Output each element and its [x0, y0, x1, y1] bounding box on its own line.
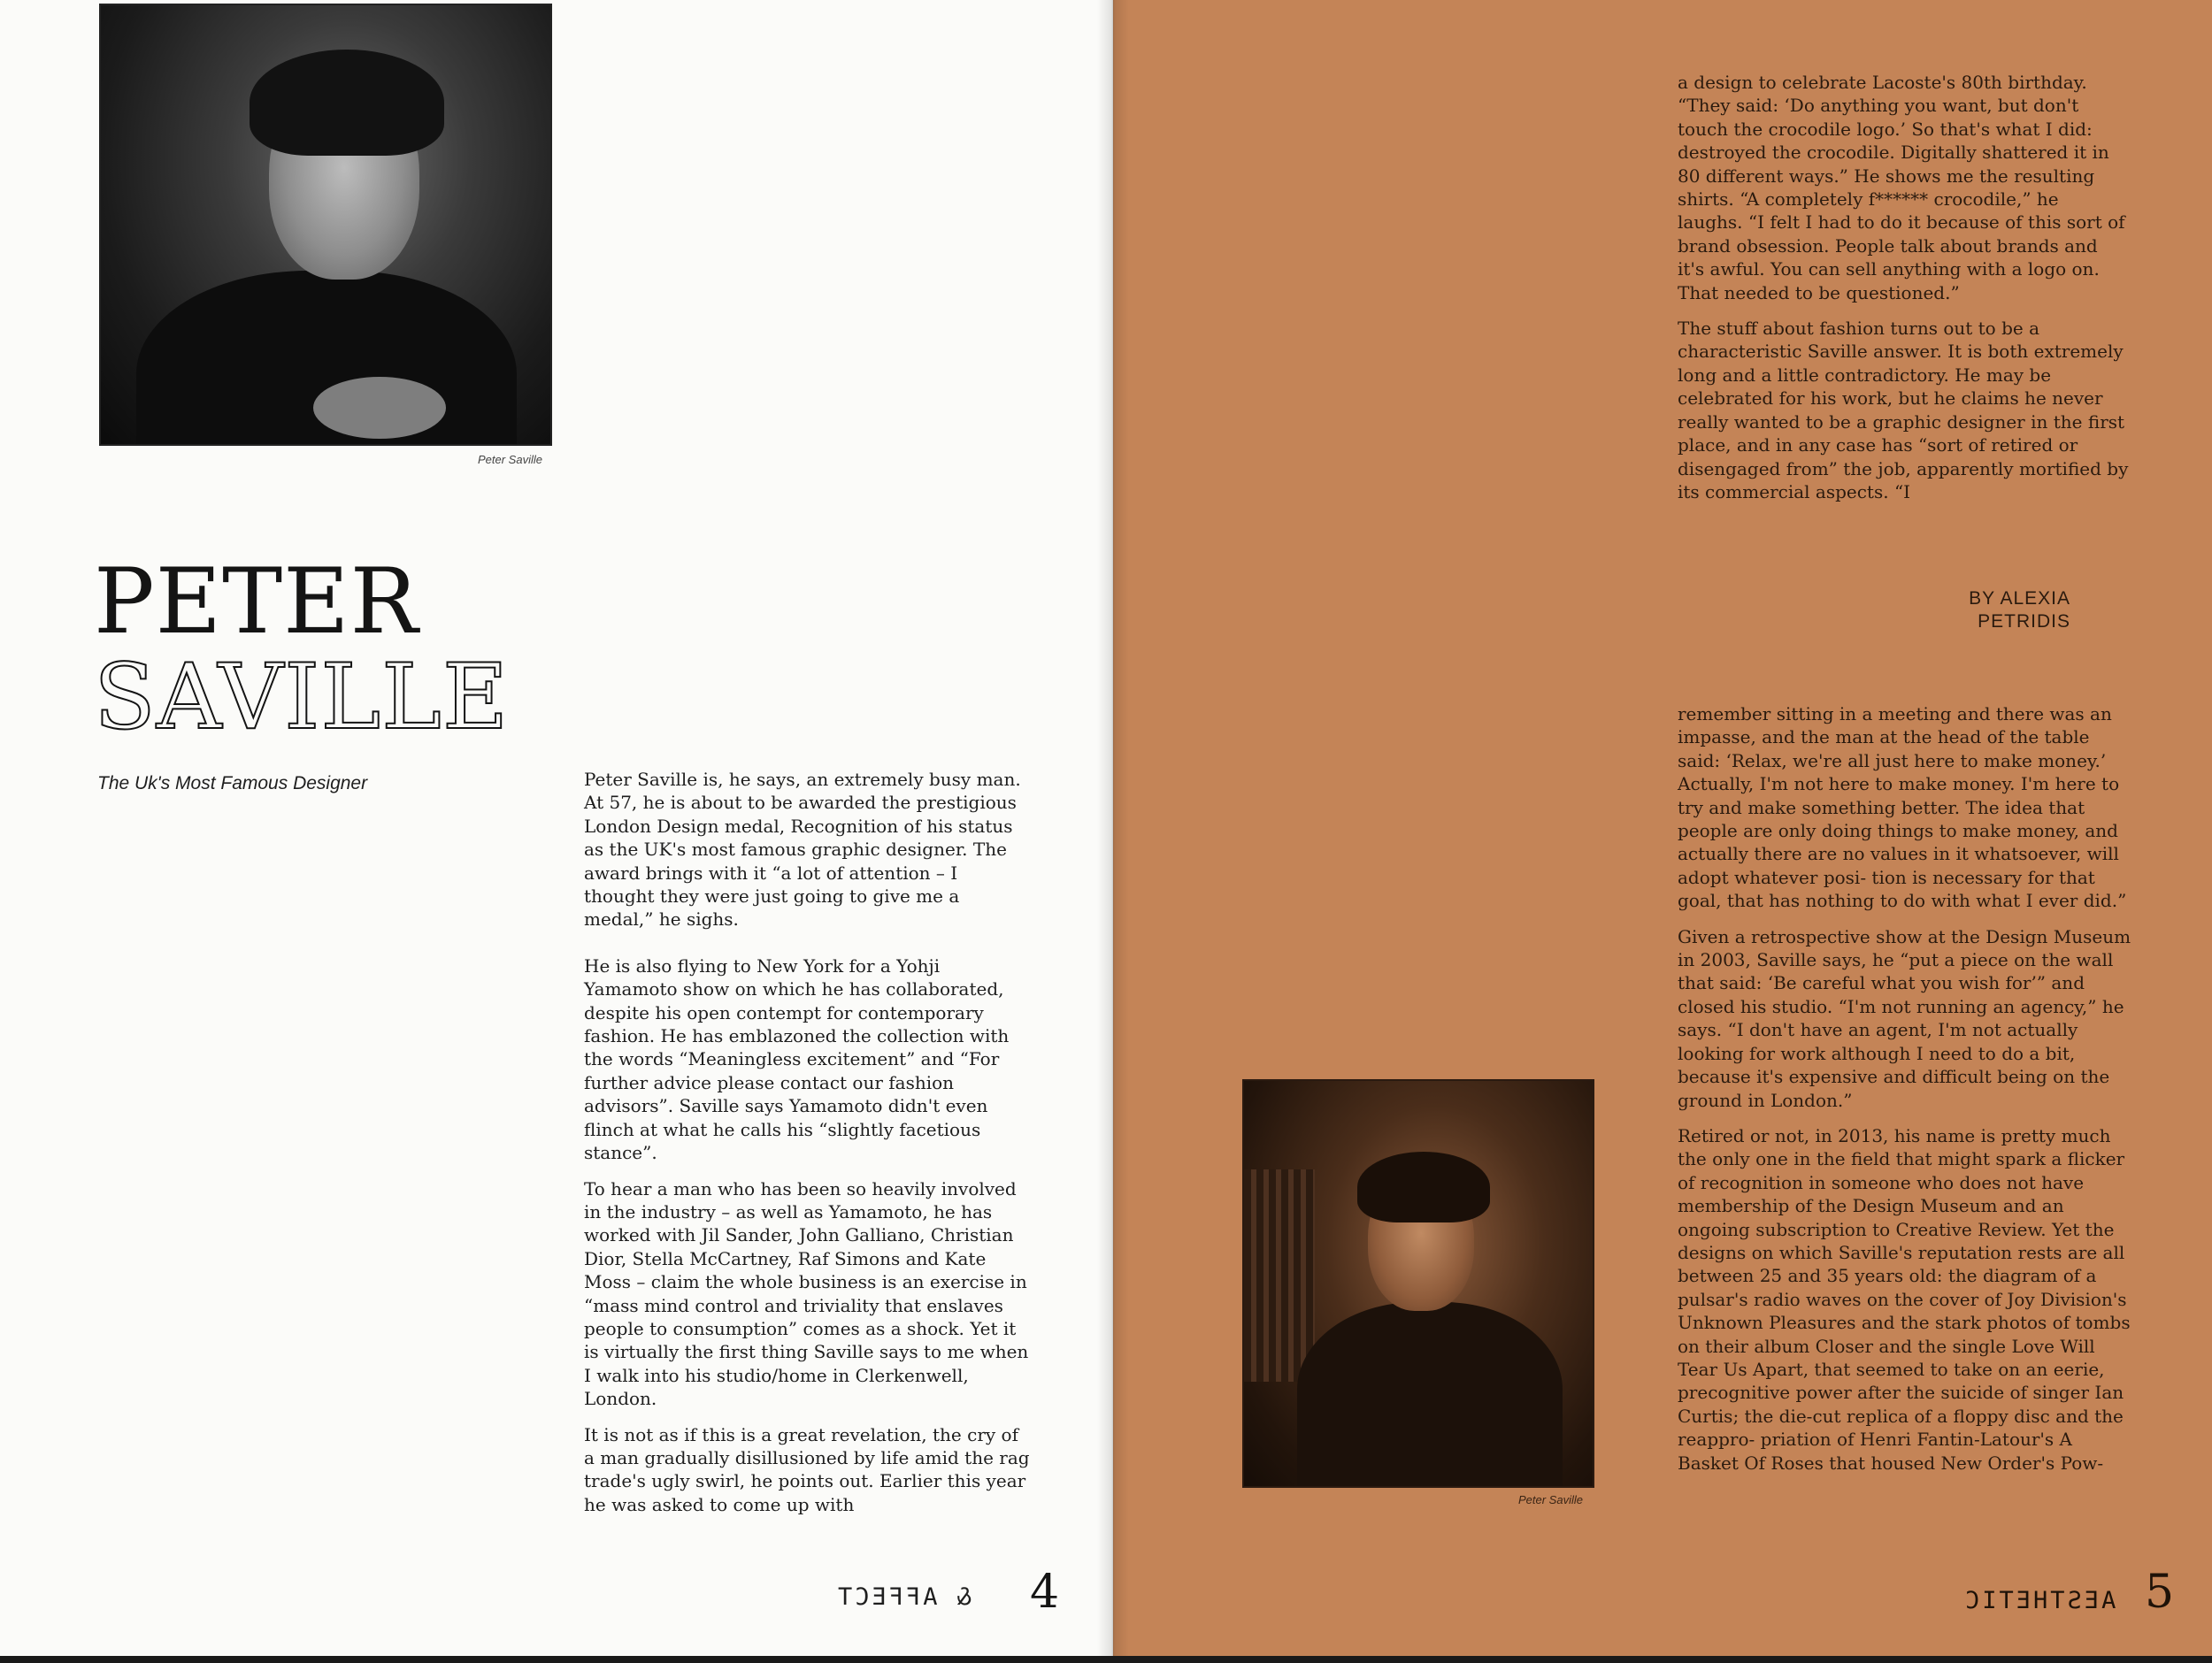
- article-title-first-name: PETER: [94, 549, 419, 655]
- body-paragraph: To hear a man who has been so heavily involved in the industry – as well as Yamamoto, he has worked with Jil Sander, John Galliano, Christian Dior, Stella McCartney, Raf Simons and Kate Moss – claim the whole business is an exercise in “mass mind control and triviality that enslaves people to consumption” comes as a shock. Yet it is virtually the first thing Saville says to me when I walk into his studio/home in Clerkenwell, London.: [584, 1177, 1029, 1410]
- body-paragraph: It is not as if this is a great revelation, the cry of a man gradually disillusioned by life amid the rag trade's ugly swirl, he points out. Earlier this year he was asked to come up with: [584, 1423, 1030, 1515]
- byline-line: BY ALEXIA: [1969, 588, 2070, 609]
- left-body-column: [584, 768, 1033, 1529]
- right-body-column-top: [1678, 71, 2129, 516]
- body-paragraph: The stuff about fashion turns out to be a characteristic Saville answer. It is both extremely long and a little contradictory. He may be celebrated for his work, but he claims he never really wanted to be a graphic designer in the first place, and in any case has “sort of retired or disengaged from” the job, apparently mortified by its commercial aspects. “I: [1678, 318, 2129, 502]
- article-subtitle: The Uk's Most Famous Designer: [97, 773, 368, 793]
- page-number-right: 5: [2145, 1566, 2175, 1619]
- photo-bookshelf: [1244, 1169, 1315, 1382]
- photo-figure-torso: [1297, 1302, 1563, 1488]
- photo-figure-hands: [313, 377, 446, 439]
- photo-caption-left: Peter Saville: [478, 453, 542, 466]
- spine-gutter: [1097, 0, 1129, 1656]
- article-title-last-name: SAVILLE: [94, 645, 510, 750]
- body-paragraph: a design to celebrate Lacoste's 80th birthday. “They said: ‘Do anything you want, but don't touch the crocodile logo.’ So that's what I did: destroyed the crocodile. Digitally shattered it in 80 different ways.” He shows me the resulting shirts. “A completely f****** crocodile,” he laughs. “I felt I had to do it because of this sort of brand obsession. People talk about brands and it's awful. You can sell anything with a logo on. That needed to be questioned.”: [1678, 72, 2125, 303]
- portrait-photo-bw: [99, 4, 552, 446]
- body-paragraph: Peter Saville is, he says, an extremely busy man. At 57, he is about to be awarded the prestigious London Design medal, Recognition of his status as the UK's most famous graphic designer. The award brings with it “a lot of attention – I thought they were just going to give me a medal,” he sighs.: [584, 769, 1021, 931]
- body-paragraph: remember sitting in a meeting and there was an impasse, and the man at the head of the table said: ‘Relax, we're all just here to make money.’ Actually, I'm not here to make money. I'm here to try and make something better. The idea that people are only doing things to make money, and actually there are no values in it whatsoever, will adopt whatever posi- tion is necessary for that goal, that has nothing to do with what I ever did.”: [1678, 703, 2127, 912]
- body-paragraph: Given a retrospective show at the Design Museum in 2003, Saville says, he “put a piece on the wall that said: ‘Be careful what you wish for’” and closed his studio. “I'm not running an agency,” he says. “I don't have an agent, I'm not actually looking for work although I need to do a bit, because it's expensive and difficult being on the ground in London.”: [1678, 925, 2131, 1111]
- folio-magazine-name-right: AESTHETIC: [1962, 1587, 2116, 1614]
- byline-line: PETRIDIS: [1978, 611, 2070, 632]
- body-paragraph: Retired or not, in 2013, his name is pretty much the only one in the field that might spark a flicker of recognition in someone who does not have membership of the Design Museum and an ongoing subscription to Creative Review. Yet the designs on which Saville's reputation rests are all between 25 and 35 years old: the diagram of a pulsar's radio waves on the cover of Joy Division's Unknown Pleasures and the stark photos of tombs on their album Closer and the single Love Will Tear Us Apart, that seemed to take on an eerie, precognitive power after the suicide of singer Ian Curtis; the die-cut replica of a floppy disc and the reappro- priation of Henri Fantin-Latour's A Basket Of Roses that housed New Order's Pow-: [1678, 1124, 2131, 1474]
- article-byline: [1911, 587, 2070, 633]
- photo-figure-hair: [250, 50, 444, 156]
- body-paragraph: He is also flying to New York for a Yohji Yamamoto show on which he has collaborated, despite his open contempt for contemporary fashion. He has emblazoned the collection with the words “Meaningless excitement” and “For further advice please contact our fashion advisors”. Saville says Yamamoto didn't even flinch at what he calls his “slightly facetious stance”.: [584, 954, 1010, 1164]
- photo-figure-hair: [1357, 1152, 1490, 1222]
- folio-magazine-name-left: & AFFECT: [835, 1583, 972, 1611]
- portrait-photo-sepia: [1242, 1079, 1594, 1488]
- right-body-column-bottom: [1678, 702, 2134, 1487]
- page-number-left: 4: [1030, 1566, 1060, 1619]
- photo-caption-right: Peter Saville: [1518, 1493, 1583, 1506]
